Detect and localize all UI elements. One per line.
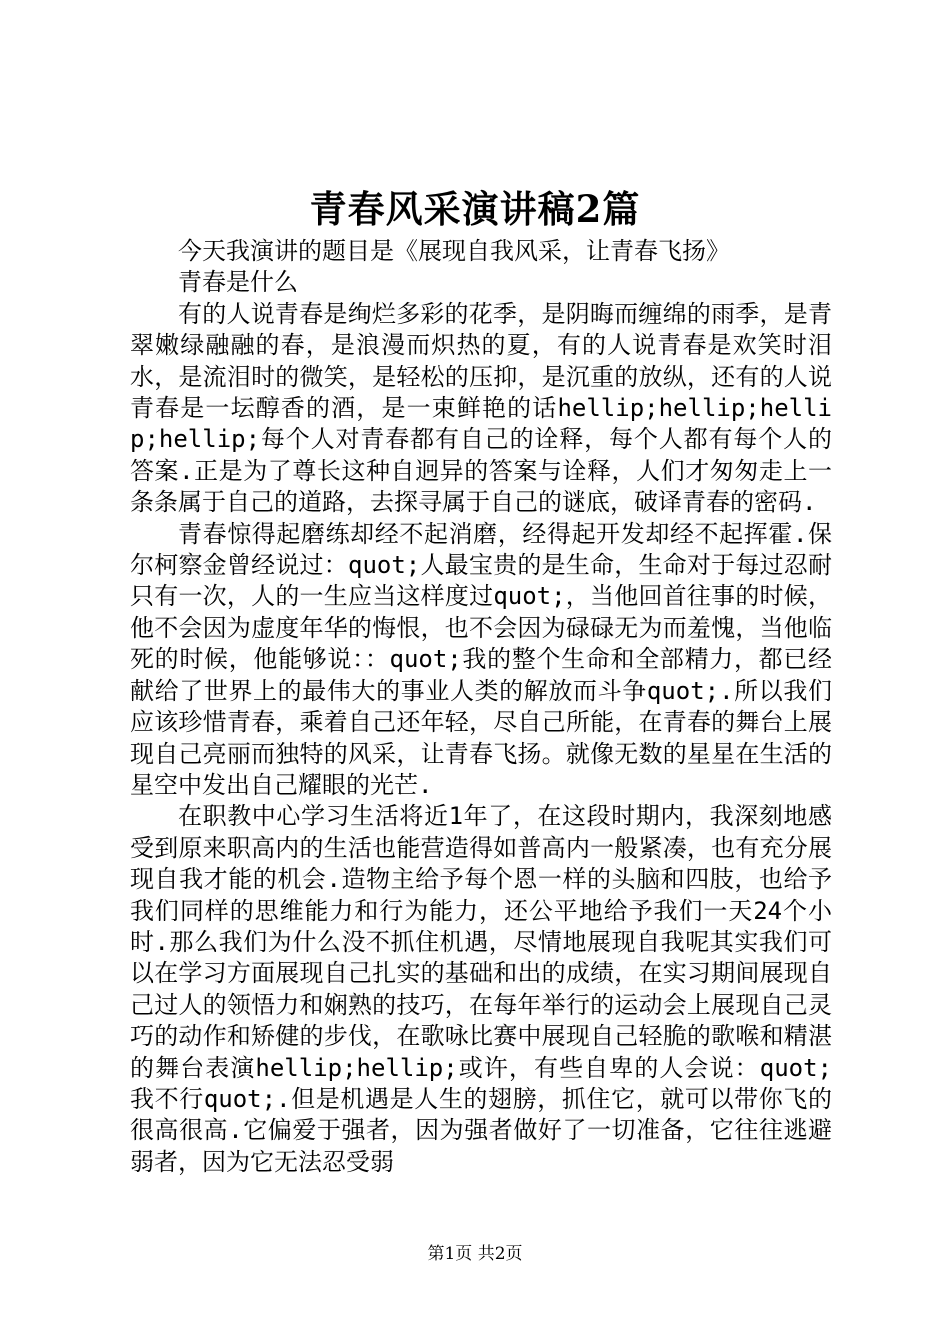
paragraph-topic: 今天我演讲的题目是《展现自我风采，让青春飞扬》 <box>178 237 730 265</box>
paragraph-cherish-youth: 青春惊得起磨练却经不起消磨，经得起开发却经不起挥霍.保尔柯察金曾经说过：quot;人最宝贵的是生命，生命对于每过忍耐只有一次，人的一生应当这样度过quot;，当他回首往事的时候，他不会因为虚度年华的悔恨，也不会因为碌碌无为而羞愧，当他临死的时候，他能够说：：quot;我的整个生命和全部精力，都已经献给了世界上的最伟大的事业人类的解放而斗争quot;.所以我们应该珍惜青春，乘着自己还年轻，尽自己所能，在青春的舞台上展现自己亮丽而独特的风采，让青春飞扬。就像无数的星星在生活的星空中发出自己耀眼的光芒. <box>130 519 832 799</box>
document-body <box>130 236 832 1178</box>
paragraph-question: 青春是什么 <box>178 268 298 297</box>
paragraph-school-life: 在职教中心学习生活将近1年了，在这段时期内，我深刻地感受到原来职高内的生活也能营造得如普高内一般紧凑，也有充分展现自我才能的机会.造物主给予每个恩一样的头脑和四肢，也给予我们同样的思维能力和行为能力，还公平地给予我们一天24个小时.那么我们为什么没不抓住机遇，尽情地展现自我呢其实我们可以在学习方面展现自己扎实的基础和出的成绩，在实习期间展现自己过人的领悟力和娴熟的技巧，在每年举行的运动会上展现自己灵巧的动作和矫健的步伐，在歌咏比赛中展现自己轻脆的歌喉和精湛的舞台表演hellip;hellip;或许，有些自卑的人会说：quot;我不行quot;.但是机遇是人生的翅膀，抓住它，就可以带你飞的很高很高.它偏爱于强者，因为强者做好了一切准备，它往往逃避弱者，因为它无法忍受弱 <box>130 802 832 1176</box>
document-title: 青春风采演讲稿2篇 <box>309 187 641 231</box>
paragraph-definitions: 有的人说青春是绚烂多彩的花季，是阴晦而缠绵的雨季，是青翠嫩绿融融的春，是浪漫而炽热的夏，有的人说青春是欢笑时泪水，是流泪时的微笑，是轻松的压抑，是沉重的放纵，还有的人说青春是一坛醇香的酒，是一束鲜艳的话hellip;hellip;hellip;hellip;每个人对青春都有自己的诠释，每个人都有每个人的答案.正是为了尊长这种自迥异的答案与诠释，人们才匆匆走上一条条属于自己的道路，去探寻属于自己的谜底，破译青春的密码. <box>130 299 832 517</box>
page-number-footer: 第1页 共2页 <box>427 1244 523 1264</box>
